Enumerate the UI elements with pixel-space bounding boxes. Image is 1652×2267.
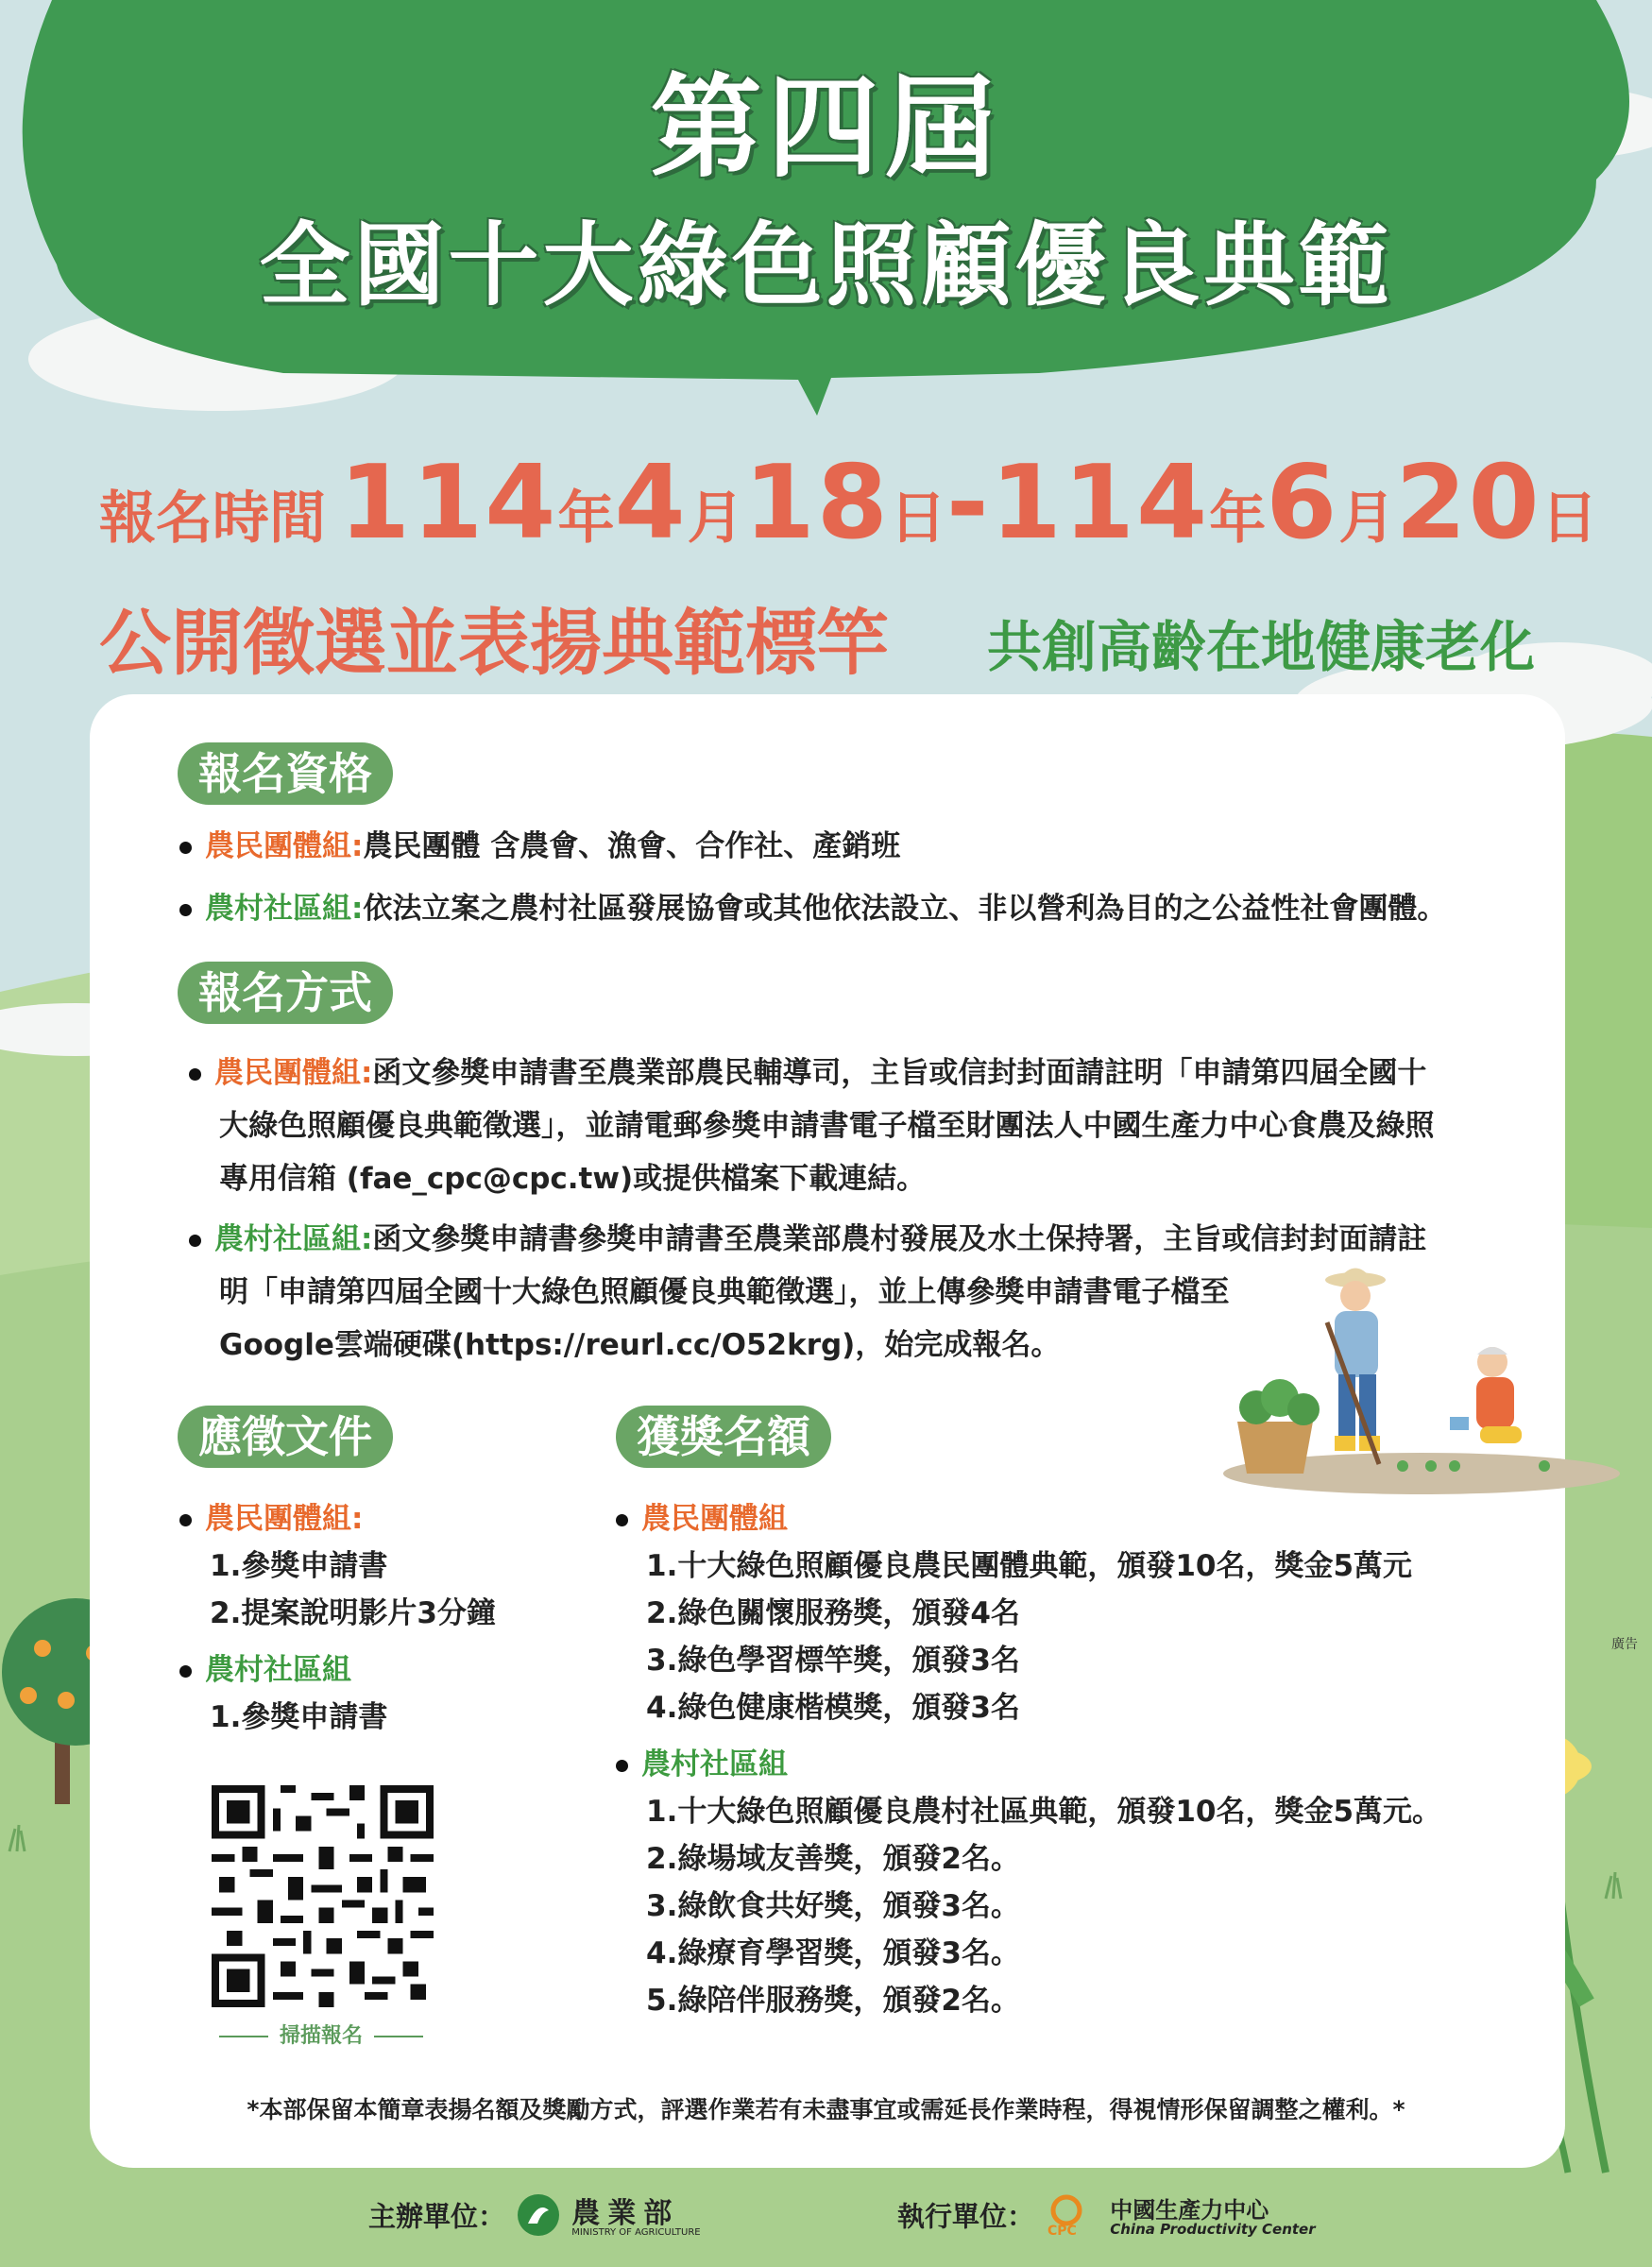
method-item: 農村社區組:函文參獎申請書參獎申請書至農業部農村發展及水土保持署，主旨或信封封面請註	[189, 1213, 1426, 1266]
organizer-en: MINISTRY OF AGRICULTURE	[571, 2226, 701, 2238]
bullet-icon	[179, 1665, 192, 1678]
main-slogan: 公開徵選並表揚典範標竿	[99, 601, 889, 685]
elderly-gardening-illustration	[1214, 1256, 1629, 1502]
sub-slogan: 共創高齡在地健康老化	[987, 615, 1536, 679]
documents-item: 1.參獎申請書	[210, 1549, 388, 1583]
awards-item: 3.綠飲食共好獎，頒發3名。	[646, 1889, 1020, 1923]
start-day: 18	[743, 444, 890, 562]
awards-item: 2.綠場域友善獎，頒發2名。	[646, 1842, 1020, 1876]
bullet-icon	[179, 842, 192, 854]
awards-group: 農村社區組	[616, 1738, 788, 1791]
bullet-icon	[179, 904, 192, 916]
date-dash: -	[945, 444, 991, 562]
footnote: *本部保留本簡章表揚名額及獎勵方式，評選作業若有未盡事宜或需延長作業時程，得視情形保留調整之權利。*	[247, 2096, 1405, 2123]
eligibility-item: 農民團體組:農民團體 含農會、漁會、合作社、產銷班	[179, 820, 900, 873]
year-unit: 年	[557, 486, 615, 552]
documents-group: 農村社區組	[179, 1644, 351, 1696]
qr-caption: 掃描報名	[208, 2020, 434, 2049]
start-year: 114	[339, 444, 558, 562]
bullet-icon	[616, 1514, 628, 1526]
awards-heading: 獲獎名額	[616, 1406, 831, 1468]
organizer-label: 主辦單位：	[368, 2200, 506, 2233]
cpc-logo-icon	[1044, 2191, 1100, 2239]
awards-item: 5.綠陪伴服務獎，頒發2名。	[646, 1984, 1020, 2018]
month-unit: 月	[687, 486, 744, 552]
title-line2: 全國十大綠色照顧優良典範	[259, 213, 1393, 318]
moa-logo-icon	[515, 2191, 562, 2239]
documents-heading: 應徵文件	[178, 1406, 393, 1468]
executor	[897, 2191, 1316, 2245]
executor-en: China Productivity Center	[1110, 2221, 1316, 2239]
year-unit: 年	[1209, 486, 1267, 552]
awards-item: 1.十大綠色照顧優良農民團體典範，頒發10名，獎金5萬元	[646, 1549, 1413, 1583]
awards-item: 1.十大綠色照顧優良農村社區典範，頒發10名，獎金5萬元。	[646, 1795, 1442, 1829]
awards-item: 3.綠色學習標竿獎，頒發3名	[646, 1644, 1020, 1678]
bullet-icon	[189, 1235, 201, 1247]
ad-tag: 廣告	[1611, 1637, 1638, 1652]
bullet-icon	[179, 1514, 192, 1526]
method-heading: 報名方式	[178, 962, 393, 1024]
executor-label: 執行單位：	[897, 2200, 1035, 2233]
awards-group: 農民團體組	[616, 1492, 788, 1545]
eligibility-heading: 報名資格	[178, 742, 393, 805]
end-year: 114	[990, 444, 1210, 562]
end-month: 6	[1266, 444, 1339, 562]
documents-item: 1.參獎申請書	[210, 1700, 388, 1734]
eligibility-item: 農村社區組:依法立案之農村社區發展協會或其他依法設立、非以營利為目的之公益性社會團體。	[179, 882, 1446, 935]
documents-item: 2.提案說明影片3分鐘	[210, 1596, 496, 1630]
cpc-logo	[1044, 2191, 1100, 2245]
awards-item: 2.綠色關懷服務獎，頒發4名	[646, 1596, 1020, 1630]
day-unit: 日	[1541, 486, 1598, 552]
bullet-icon	[616, 1760, 628, 1772]
method-item: 農民團體組:函文參獎申請書至農業部農民輔導司，主旨或信封封面請註明「申請第四屆全國十	[189, 1047, 1426, 1099]
method-line: 明「申請第四屆全國十大綠色照顧優良典範徵選」，並上傳參獎申請書電子檔至	[219, 1275, 1230, 1309]
method-line: 專用信箱 (fae_cpc@cpc.tw)或提供檔案下載連結。	[219, 1162, 927, 1196]
organizer	[368, 2191, 701, 2245]
method-line: Google雲端硬碟(https://reurl.cc/O52krg)，始完成報名。	[219, 1328, 1061, 1362]
documents-group: 農民團體組:	[179, 1492, 363, 1545]
title-line1: 第四屆	[650, 62, 1002, 193]
method-line: 大綠色照顧優良典範徵選」，並請電郵參獎申請書電子檔至財團法人中國生產力中心食農及綠照	[219, 1109, 1435, 1143]
registration-period	[99, 444, 1598, 562]
bullet-icon	[189, 1068, 201, 1081]
svg-text:CPC: CPC	[1047, 2224, 1077, 2239]
executor-name: 中國生產力中心	[1110, 2197, 1269, 2224]
moa-logo	[515, 2191, 562, 2245]
end-day: 20	[1395, 444, 1541, 562]
organizer-name: 農業部	[571, 2196, 680, 2230]
qr-code[interactable]	[212, 1785, 434, 2007]
awards-item: 4.綠療育學習獎，頒發3名。	[646, 1936, 1020, 1970]
registration-period-label: 報名時間	[99, 486, 326, 552]
day-unit: 日	[889, 486, 946, 552]
month-unit: 月	[1338, 486, 1396, 552]
awards-item: 4.綠色健康楷模獎，頒發3名	[646, 1691, 1020, 1725]
start-month: 4	[614, 444, 688, 562]
